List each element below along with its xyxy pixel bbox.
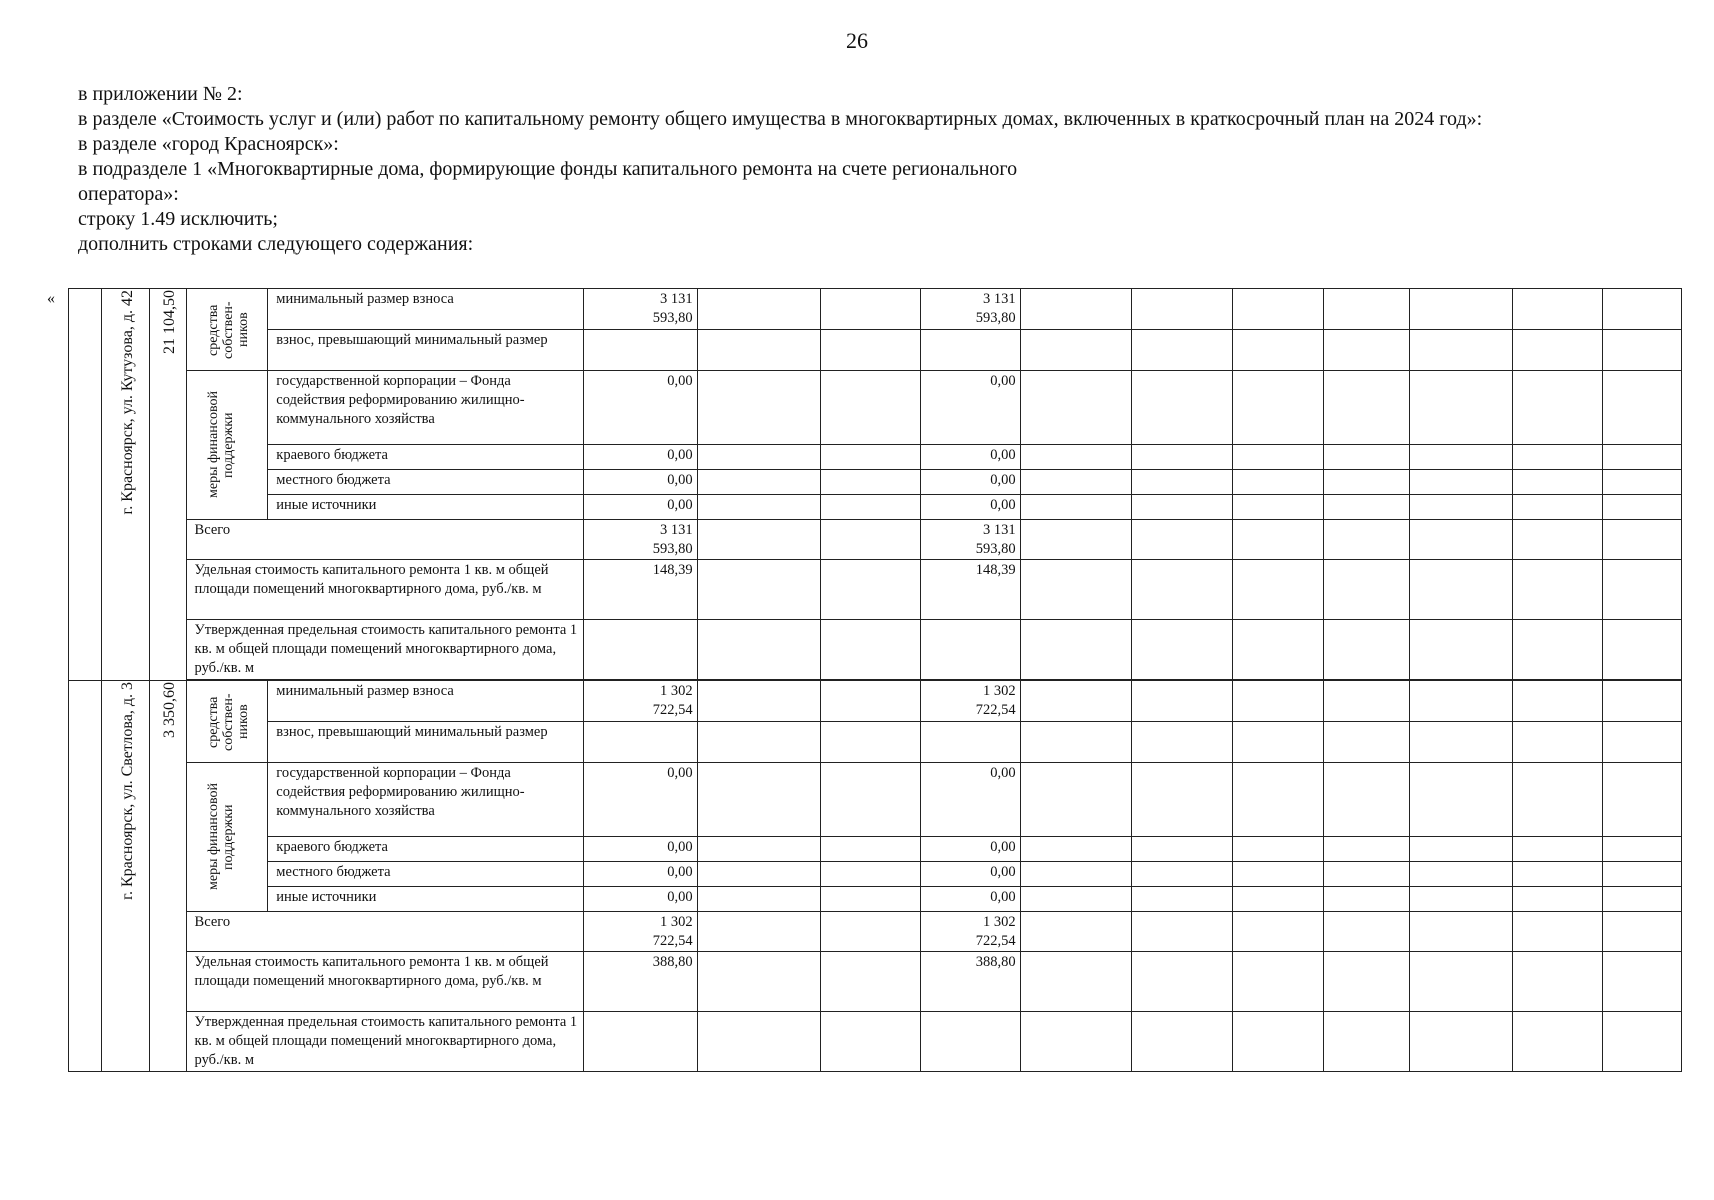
total-label: Всего — [186, 520, 584, 560]
table-row — [69, 620, 1682, 680]
table-row — [69, 330, 1682, 371]
table-row — [69, 495, 1682, 520]
state-corp-value: 0,00 — [921, 763, 1020, 837]
unit-cost-value: 388,80 — [584, 952, 697, 1012]
other-sources-value: 0,00 — [921, 495, 1020, 520]
intro-line: в подразделе 1 «Многоквартирные дома, формирующие фонды капитального ремонта на счете регионального оператора»: — [78, 158, 1018, 205]
min-contribution-value: 3 131 593,80 — [584, 289, 697, 330]
address-cell: г. Красноярск, ул. Светлова, д. 3 — [101, 681, 149, 1072]
state-corp-label: государственной корпорации – Фонда содействия реформированию жилищно-коммунального хозяйства — [268, 763, 584, 837]
table-row — [69, 837, 1682, 862]
intro-line: в разделе «Стоимость услуг и (или) работ по капитальному ремонту общего имущества в многоквартирных домах, включенных в краткосрочный план на 2024 год»: — [78, 108, 1483, 130]
table-row — [69, 560, 1682, 620]
total-value: 3 131 593,80 — [584, 520, 697, 560]
unit-cost-label: Удельная стоимость капитального ремонта 1 кв. м общей площади помещений многоквартирного дома, руб./кв. м — [186, 952, 584, 1012]
other-sources-label: иные источники — [268, 887, 584, 912]
min-contribution-value: 1 302 722,54 — [584, 681, 697, 722]
table-row — [69, 887, 1682, 912]
page-number: 26 — [846, 28, 868, 53]
other-sources-value: 0,00 — [584, 887, 697, 912]
cost-table — [68, 288, 1682, 1072]
owners-funds-label: средства собствен- ников — [186, 681, 268, 763]
local-budget-value: 0,00 — [584, 862, 697, 887]
table-row — [69, 763, 1682, 837]
intro-line: дополнить строками следующего содержания: — [78, 233, 474, 255]
min-contribution-value: 3 131 593,80 — [921, 289, 1020, 330]
regional-budget-label: краевого бюджета — [268, 445, 584, 470]
owners-funds-label: средства собствен- ников — [186, 289, 268, 371]
regional-budget-value: 0,00 — [921, 837, 1020, 862]
financial-support-label: меры финансовой поддержки — [186, 371, 268, 520]
total-label: Всего — [186, 912, 584, 952]
over-min-label: взнос, превышающий минимальный размер — [268, 722, 584, 763]
local-budget-label: местного бюджета — [268, 862, 584, 887]
table-row — [69, 862, 1682, 887]
table-row — [69, 722, 1682, 763]
table-row — [69, 470, 1682, 495]
state-corp-value: 0,00 — [584, 371, 697, 445]
table-row — [69, 445, 1682, 470]
other-sources-value: 0,00 — [921, 887, 1020, 912]
table-row — [69, 371, 1682, 445]
over-min-label: взнос, превышающий минимальный размер — [268, 330, 584, 371]
intro-text — [78, 82, 1638, 257]
approved-limit-label: Утвержденная предельная стоимость капитального ремонта 1 кв. м общей площади помещений многоквартирного дома, руб./кв. м — [186, 620, 584, 680]
unit-cost-value: 388,80 — [921, 952, 1020, 1012]
regional-budget-value: 0,00 — [584, 445, 697, 470]
address-cell: г. Красноярск, ул. Кутузова, д. 42 — [101, 289, 149, 681]
table-row — [69, 520, 1682, 560]
table-row — [69, 912, 1682, 952]
total-value: 3 131 593,80 — [921, 520, 1020, 560]
intro-line: в разделе «город Красноярск»: — [78, 133, 339, 155]
table-row — [69, 289, 1682, 330]
regional-budget-value: 0,00 — [921, 445, 1020, 470]
table-row — [69, 952, 1682, 1012]
area-cell: 21 104,50 — [149, 289, 186, 681]
regional-budget-label: краевого бюджета — [268, 837, 584, 862]
other-sources-label: иные источники — [268, 495, 584, 520]
table-row — [69, 1012, 1682, 1072]
state-corp-value: 0,00 — [584, 763, 697, 837]
regional-budget-value: 0,00 — [584, 837, 697, 862]
state-corp-label: государственной корпорации – Фонда содействия реформированию жилищно-коммунального хозяйства — [268, 371, 584, 445]
area-cell: 3 350,60 — [149, 681, 186, 1072]
state-corp-value: 0,00 — [921, 371, 1020, 445]
row-number-cell — [69, 289, 102, 681]
unit-cost-value: 148,39 — [921, 560, 1020, 620]
total-value: 1 302 722,54 — [584, 912, 697, 952]
min-contribution-label: минимальный размер взноса — [268, 681, 584, 722]
opening-quote: « — [47, 290, 55, 307]
other-sources-value: 0,00 — [584, 495, 697, 520]
min-contribution-value: 1 302 722,54 — [921, 681, 1020, 722]
unit-cost-value: 148,39 — [584, 560, 697, 620]
approved-limit-label: Утвержденная предельная стоимость капитального ремонта 1 кв. м общей площади помещений многоквартирного дома, руб./кв. м — [186, 1012, 584, 1072]
intro-line: в приложении № 2: — [78, 83, 243, 105]
local-budget-label: местного бюджета — [268, 470, 584, 495]
local-budget-value: 0,00 — [921, 862, 1020, 887]
unit-cost-label: Удельная стоимость капитального ремонта 1 кв. м общей площади помещений многоквартирного дома, руб./кв. м — [186, 560, 584, 620]
min-contribution-label: минимальный размер взноса — [268, 289, 584, 330]
table-row — [69, 681, 1682, 722]
financial-support-label: меры финансовой поддержки — [186, 763, 268, 912]
intro-line: строку 1.49 исключить; — [78, 208, 278, 230]
total-value: 1 302 722,54 — [921, 912, 1020, 952]
local-budget-value: 0,00 — [921, 470, 1020, 495]
row-number-cell — [69, 681, 102, 1072]
local-budget-value: 0,00 — [584, 470, 697, 495]
